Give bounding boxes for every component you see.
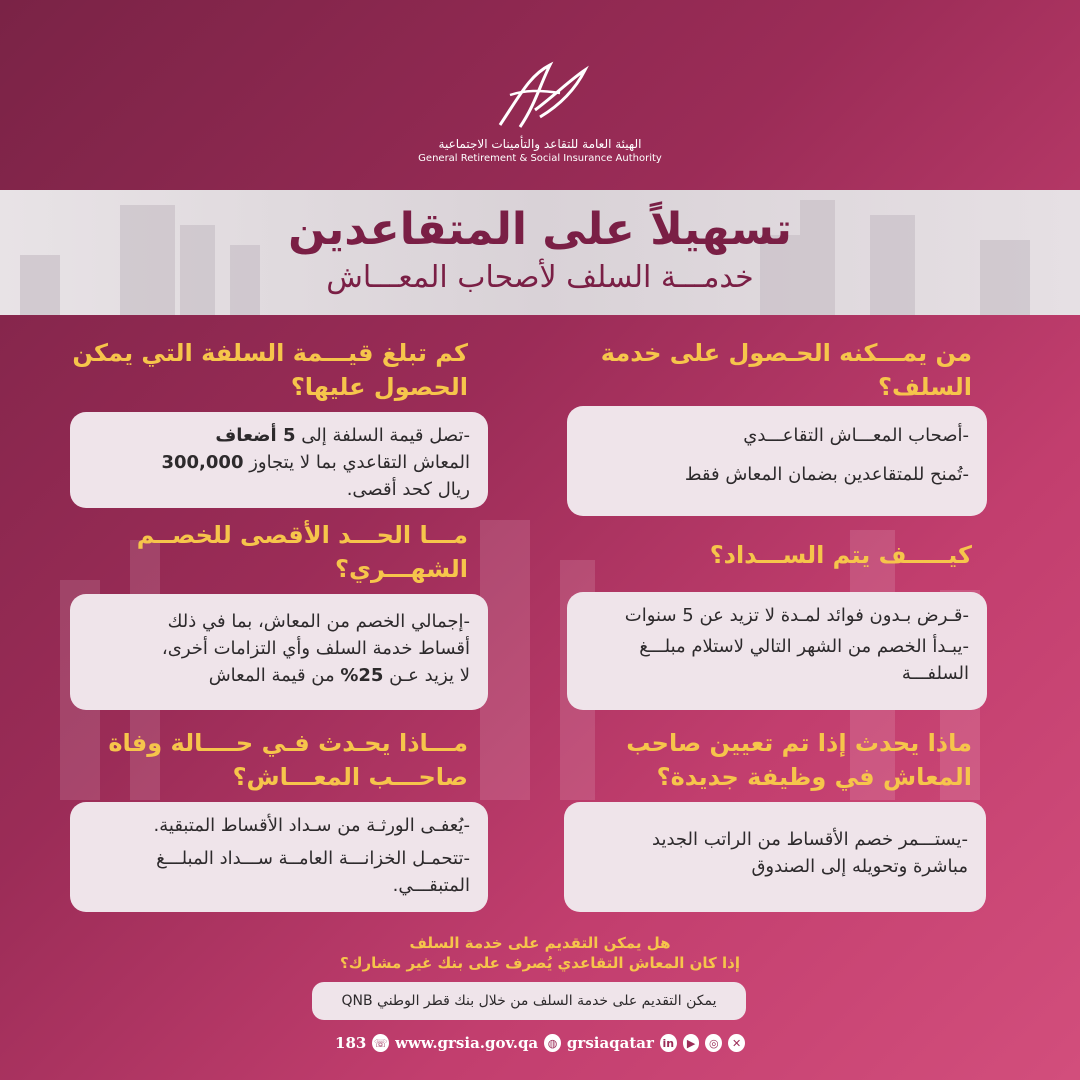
question-who: من يمـــكنه الحـصول على خدمة السلف؟ (600, 339, 972, 401)
bottom-question (240, 933, 840, 973)
answer-who-line1: -أصحاب المعـــاش التقاعـــدي (743, 425, 969, 446)
answer-repay-line1: -قـرض بـدون فوائد لمـدة لا تزيد عن 5 سنوات (624, 605, 969, 626)
answer-max-line1: -إجمالي الخصم من المعاش، بما في ذلك (167, 611, 470, 632)
calligraphy-logo-icon (480, 55, 600, 135)
answer-job-line2: مباشرة وتحويله إلى الصندوق (751, 856, 968, 877)
linkedin-icon[interactable]: in (660, 1034, 677, 1052)
answer-value-line1: -تصل قيمة السلفة إلى 5 أضعاف (215, 425, 470, 446)
answer-death-line2: -تتحمـل الخزانـــة العامــة ســـداد المبلـــغ المتبقـــي. (156, 848, 470, 896)
answer-death (70, 802, 488, 912)
bottom-question-line2: إذا كان المعاش التقاعدي يُصرف على بنك غير مشارك؟ (340, 954, 740, 972)
org-name-ar: الهيئة العامة للتقاعد والتأمينات الاجتماعية (438, 137, 642, 151)
answer-value (70, 412, 488, 508)
answer-job-line1: -يستـــمر خصم الأقساط من الراتب الجديد (652, 829, 968, 850)
instagram-icon[interactable]: ◎ (705, 1034, 722, 1052)
value-max-amount: 300,000 (161, 452, 244, 473)
question-value: كم تبلغ قيـــمة السلفة التي يمكن الحصول عليها؟ (72, 339, 468, 401)
question-repay: كيـــــف يتم الســـداد؟ (709, 541, 972, 569)
answer-max-line3: لا يزيد عـن 25% من قيمة المعاش (208, 665, 470, 686)
org-name-en: General Retirement & Social Insurance Authority (418, 153, 662, 164)
answer-repay-line2: -يبـدأ الخصم من الشهر التالي لاستلام مبلـــغ السلفـــة (639, 636, 969, 684)
page-title: تسهيلاً على المتقاعدين (288, 204, 792, 255)
answer-max-line2: أقساط خدمة السلف وأي التزامات أخرى، (161, 638, 470, 659)
title-banner (0, 190, 1080, 315)
answer-value-line2: المعاش التقاعدي بما لا يتجاوز 300,000 (161, 452, 470, 473)
social-handle[interactable]: grsiaqatar (566, 1034, 654, 1052)
question-death: مـــاذا يحـدث فـي حــــالة وفاة صاحـــب المعـــاش؟ (108, 729, 468, 791)
youtube-icon[interactable]: ▶ (683, 1034, 700, 1052)
x-icon[interactable]: ✕ (728, 1034, 745, 1052)
max-percent: 25% (340, 665, 384, 686)
website-link[interactable]: www.grsia.gov.qa (395, 1034, 539, 1052)
page-subtitle: خدمـــة السلف لأصحاب المعـــاش (326, 260, 754, 295)
answer-job (564, 802, 986, 912)
question-job: ماذا يحدث إذا تم تعيين صاحب المعاش في وظيفة جديدة؟ (626, 729, 972, 791)
org-logo (400, 55, 680, 164)
bottom-answer: يمكن التقديم على خدمة السلف من خلال بنك قطر الوطني QNB (312, 982, 746, 1020)
answer-who-line2: -تُمنح للمتقاعدين بضمان المعاش فقط (684, 464, 969, 485)
globe-icon: ◍ (544, 1034, 561, 1052)
phone-number[interactable]: 183 (335, 1034, 367, 1052)
bottom-question-line1: هل يمكن التقديم على خدمة السلف (409, 934, 671, 952)
value-multiplier: 5 أضعاف (215, 425, 296, 446)
answer-death-line1: -يُعفـى الورثـة من سـداد الأقساط المتبقية. (153, 815, 470, 836)
footer-contacts (335, 1030, 745, 1056)
phone-icon: ☏ (372, 1034, 389, 1052)
question-max: مـــا الحـــد الأقصى للخصــم الشهـــري؟ (136, 521, 468, 583)
answer-max (70, 594, 488, 710)
answer-who (567, 406, 987, 516)
answer-repay (567, 592, 987, 710)
answer-value-line3: ريال كحد أقصى. (346, 479, 470, 500)
